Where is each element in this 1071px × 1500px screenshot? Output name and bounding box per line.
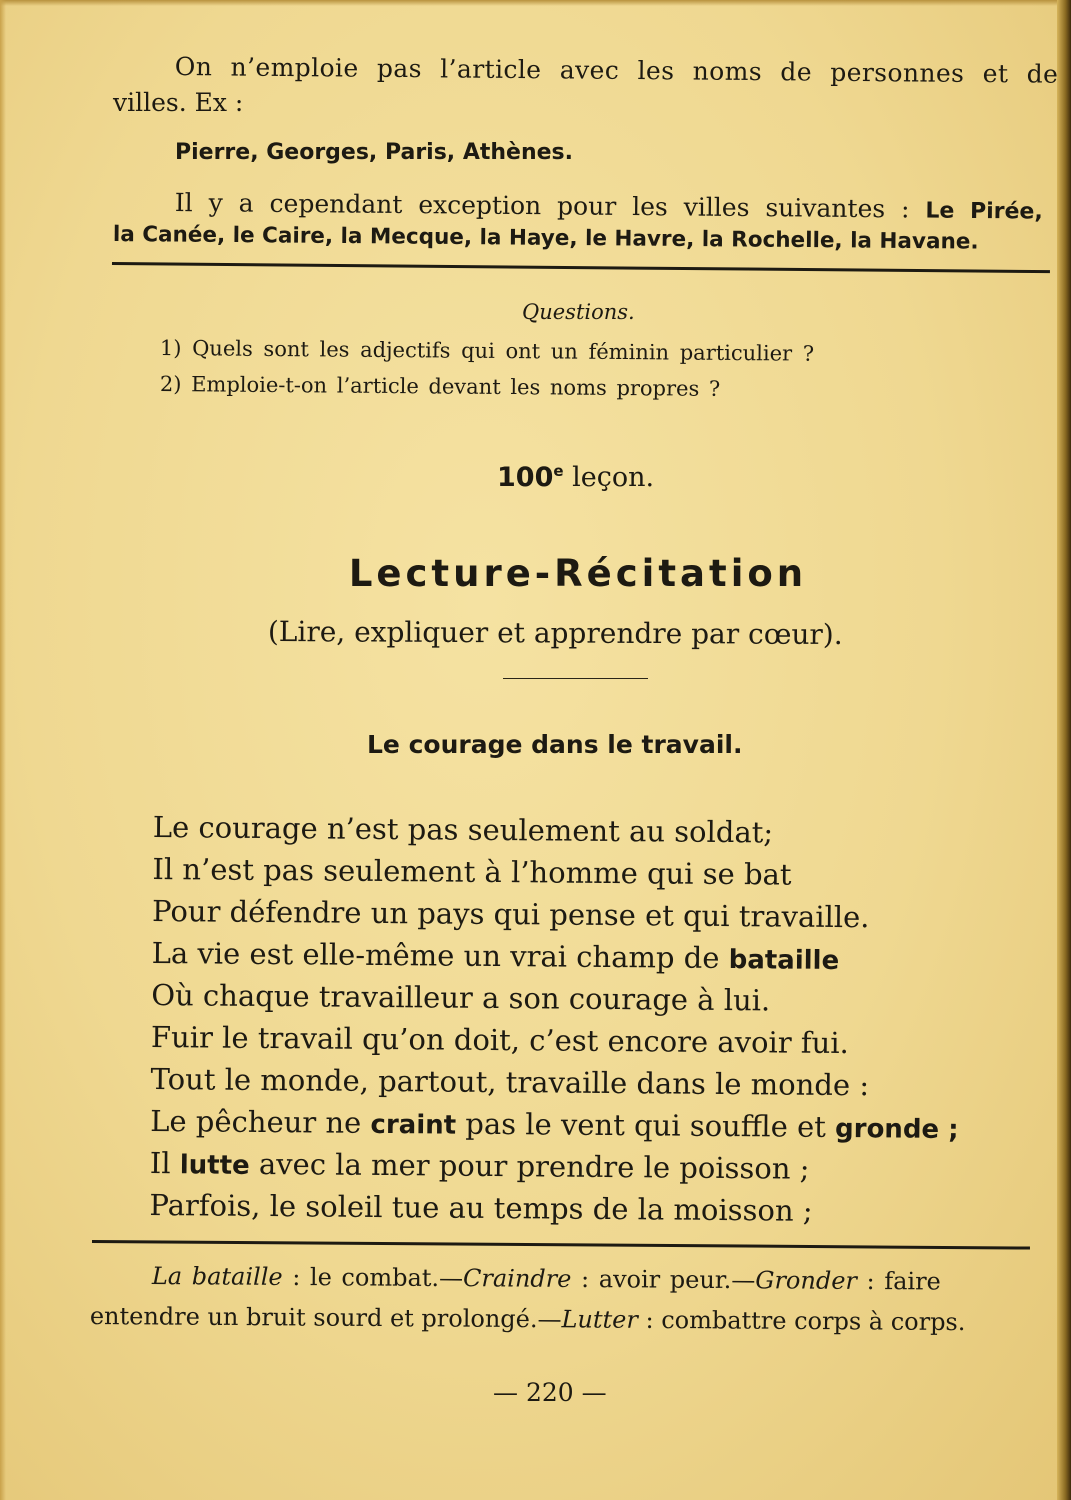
glossary-definition: : combattre corps à corps. (637, 1305, 966, 1337)
question-text: Emploie-t-on l’article devant les noms propres ? (191, 372, 721, 401)
poem-text: Fuir le travail qu’on doit, c’est encore avoir fui. (150, 1019, 849, 1061)
poem-text: Il n’est pas seulement à l’homme qui se bat (152, 851, 792, 892)
page-number: — 220 — (493, 1378, 607, 1407)
poem-text: Le pêcheur ne (150, 1103, 371, 1140)
poem-title: Le courage dans le travail. (367, 730, 743, 759)
page-edge-left (0, 0, 6, 1500)
poem-text: Pour défendre un pays qui pense et qui travaille. (151, 893, 870, 935)
glossary-term: Gronder (755, 1266, 858, 1295)
poem-text: Le courage n’est pas seulement au soldat; (152, 809, 774, 850)
exception-text: Il y a cependant exception pour les villes suivantes : (174, 188, 910, 224)
glossary-definition: : avoir peur.— (571, 1264, 756, 1295)
glossary-definition: entendre un bruit sourd et prolongé.— (89, 1302, 562, 1334)
intro-line-1: On n’emploie pas l’article avec les noms de personnes et de (174, 52, 1059, 89)
poem-text: avec la mer pour prendre le poisson ; (249, 1146, 810, 1186)
intro-line-2: villes. Ex : (113, 88, 244, 117)
exception-line-2: la Canée, le Caire, la Mecque, la Haye, le Havre, la Rochelle, la Havane. (112, 222, 979, 255)
glossary-term: Lutter (561, 1305, 639, 1334)
question-number: 2) (159, 372, 182, 397)
poem-text: Parfois, le soleil tue au temps de la moisson ; (149, 1187, 813, 1228)
lesson-suffix: e (553, 462, 564, 480)
poem-text: Il (149, 1145, 180, 1181)
lesson-word: leçon. (572, 462, 655, 493)
glossary-term: La bataille (151, 1262, 283, 1291)
poem-bold-word: craint (370, 1109, 457, 1141)
glossary-definition: : le combat.— (282, 1262, 464, 1293)
short-divider (503, 678, 648, 679)
glossary-line-2 (90, 1302, 966, 1336)
glossary-definition: : faire (856, 1266, 941, 1296)
poem-bold-word: lutte (179, 1150, 250, 1181)
lesson-heading (497, 462, 654, 493)
section-title: Lecture-Récitation (348, 552, 808, 595)
divider-top (112, 262, 1050, 273)
glossary-term: Craindre (462, 1264, 572, 1293)
poem-text: pas le vent qui souffle et (455, 1106, 836, 1144)
example-names: Pierre, Georges, Paris, Athènes. (175, 140, 573, 165)
exception-line-1 (175, 188, 1043, 225)
poem-text: Tout le monde, partout, travaille dans le monde : (150, 1061, 870, 1103)
poem-line (149, 1184, 1029, 1234)
exception-bold-1: Le Pirée, (925, 198, 1043, 225)
poem (149, 806, 1033, 1234)
questions-title: Questions. (522, 300, 635, 324)
lesson-number: 100 (497, 462, 554, 493)
poem-text: La vie est elle-même un vrai champ de (151, 935, 729, 976)
section-subtitle: (Lire, expliquer et apprendre par cœur). (267, 615, 843, 652)
page-edge-top (0, 0, 1071, 6)
poem-text: Où chaque travailleur a son courage à lui. (151, 977, 771, 1018)
poem-bold-word: gronde ; (834, 1113, 959, 1146)
question-1 (160, 336, 814, 366)
question-text: Quels sont les adjectifs qui ont un féminin particulier ? (192, 336, 815, 366)
glossary-line-1 (152, 1262, 941, 1296)
poem-bold-word: bataille (728, 945, 840, 976)
question-2 (160, 372, 721, 401)
divider-bottom (92, 1240, 1030, 1250)
question-number: 1) (159, 336, 182, 361)
page-edge-right (1057, 0, 1071, 1500)
